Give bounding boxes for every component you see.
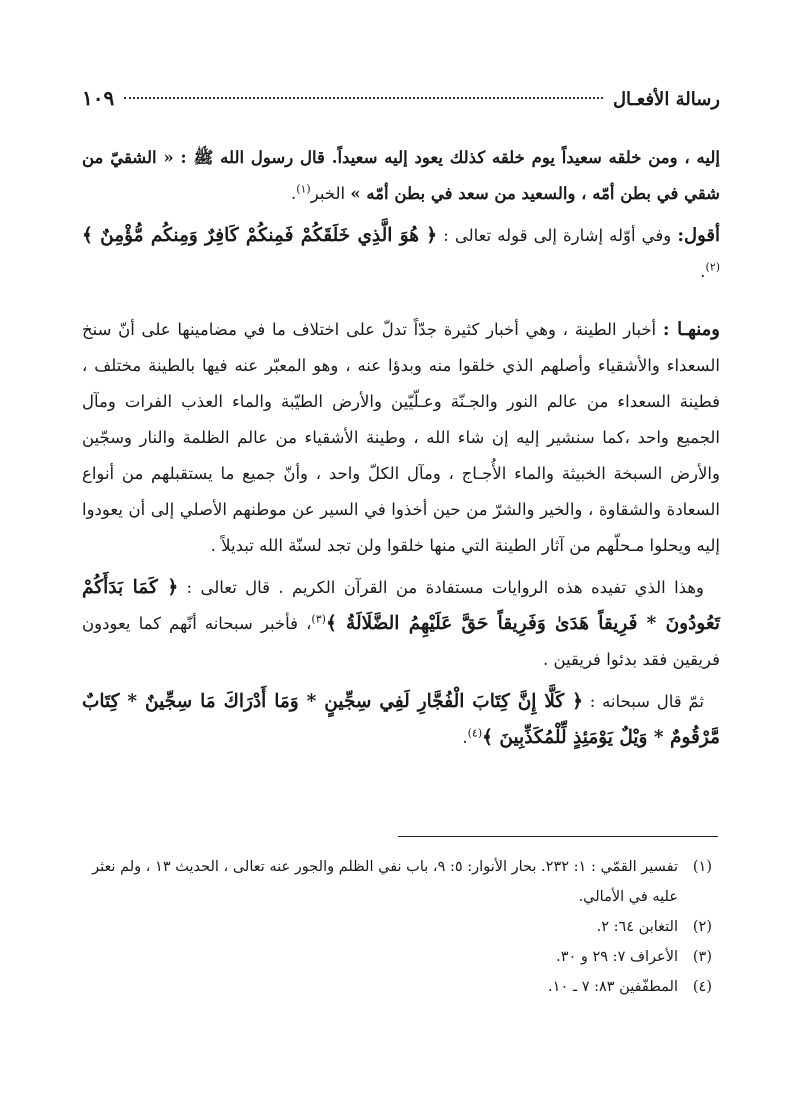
header-dotted-leader — [124, 96, 603, 99]
paragraph-5 — [82, 684, 720, 756]
footnote-ref-4[interactable]: (٤) — [467, 726, 483, 740]
footnote-ref-2[interactable]: (٢) — [705, 260, 720, 274]
hadith-quote: « الشقيّ من شقي في بطن أمّه ، والسعيد من سعد في بطن أمّه » — [82, 148, 720, 203]
footnote-text: الأعراف ٧: ٢٩ و ٣٠. — [556, 949, 678, 965]
paragraph-1 — [82, 140, 720, 212]
footnote-number: (٣) — [692, 949, 712, 965]
book-title: رسالة الأفعـال — [612, 89, 720, 110]
footnote-number: (١) — [692, 859, 712, 875]
footnote-text: تفسير القمّي : ١: ٢٣٢. بحار الأنوار: ٥: ٩، باب نفي الظلم والجور عنه تعالى ، الحديث ١٣ ، ولم نعثر عليه في الأمالي. — [92, 859, 678, 905]
para5-end: . — [462, 728, 468, 747]
para4-text-b: ، فأخبر سبحانه أنّهم كما يعودون فريقين فقد بدئوا فريقين . — [82, 614, 720, 669]
para4-text-a: وهذا الذي تفيده هذه الروايات مستفادة من القرآن الكريم . قال تعالى : — [178, 578, 704, 597]
paragraph-4 — [82, 570, 720, 678]
para1-text-a: إليه ، ومن خلقه سعيداً يوم خلقه كذلك يعود إليه سعيداً. قال رسول الله ﷺ : — [173, 148, 720, 167]
para1-text-b: الخبر — [310, 184, 351, 203]
quran-verse-3: ﴿ كَلَّا إِنَّ كِتَابَ الْفُجَّارِ لَفِي سِجِّينٍ * وَمَا أَدْرَاكَ مَا سِجِّينٌ * كِتَابٌ مَّرْقُومٌ * وَيْلٌ يَوْمَئِذٍ لِّلْمُكَذِّبِينَ ﴾ — [82, 691, 720, 748]
quran-verse-1: ﴿ هُوَ الَّذِي خَلَقَكُمْ فَمِنكُمْ كَافِرٌ وَمِنكُم مُّؤْمِنٌ ﴾ — [82, 225, 438, 246]
footnote-ref-1[interactable]: (١) — [296, 182, 311, 196]
body-text — [82, 140, 720, 762]
running-header — [82, 86, 720, 120]
para2-text-a: وفي أوّله إشارة إلى قوله تعالى : — [437, 226, 678, 245]
para2-end: . — [700, 262, 706, 281]
page-number: ١٠٩ — [82, 86, 115, 110]
footnote-text: التغابن ٦٤: ٢. — [596, 919, 678, 935]
paragraph-2 — [82, 218, 720, 290]
footnote-ref-3[interactable]: (٣) — [311, 612, 326, 626]
aqul-label: أقول: — [677, 225, 720, 246]
footnote-separator — [398, 836, 718, 837]
quran-verse-2: ﴿ كَمَا بَدَأَكُمْ تَعُودُونَ * فَرِيقاً هَدَىٰ وَفَرِيقاً حَقَّ عَلَيْهِمُ الضَّلَالَةُ ﴾ — [82, 577, 720, 634]
footnote-1 — [84, 852, 712, 912]
para5-text-a: ثمّ قال سبحانه : — [583, 692, 704, 711]
footnotes — [84, 852, 712, 1002]
footnote-4 — [84, 972, 712, 1002]
paragraph-3 — [82, 312, 720, 564]
footnote-2 — [84, 912, 712, 942]
para3-text: أخبار الطينة ، وهي أخبار كثيرة جدّاً تدلّ على اختلاف ما في مضامينها على أنّ سنخ السعداء والأشقياء وأصلهم الذي خلقوا منه وبدؤا عنه ، وهو المعبّر عنه فيها بالطينة مختلف ، فطينة السعداء من عالم النور والجـنّة وعـلّيّين والأرض الطيّبة والماء العذب الفرات ومآل الجميع واحد ،كما سنشير إليه إن شاء الله ، وطينة الأشقياء من عالم الظلمة والنار وسجّين والأرض السبخة الخبيثة والماء الأُجـاج ، ومآل الكلّ واحد ، وأنّ جميع ما يستقبلهم من أنواع السعادة والشقاوة ، والخير والشرّ من حين أخذوا في السير عن موطنهم الأصلي إلى أن يعودوا إليه ويحلوا مـحلّهم من آثار الطينة التي منها خلقوا ولن تجد لسنّة الله تبديلاً . — [82, 320, 720, 555]
footnote-3 — [84, 942, 712, 972]
footnote-number: (٤) — [692, 979, 712, 995]
para1-end: . — [290, 184, 297, 203]
minha-label: ومنهـا : — [662, 319, 721, 340]
footnote-text: المطفّفين ٨٣: ٧ ـ ١٠. — [548, 979, 678, 995]
footnote-number: (٢) — [692, 919, 712, 935]
